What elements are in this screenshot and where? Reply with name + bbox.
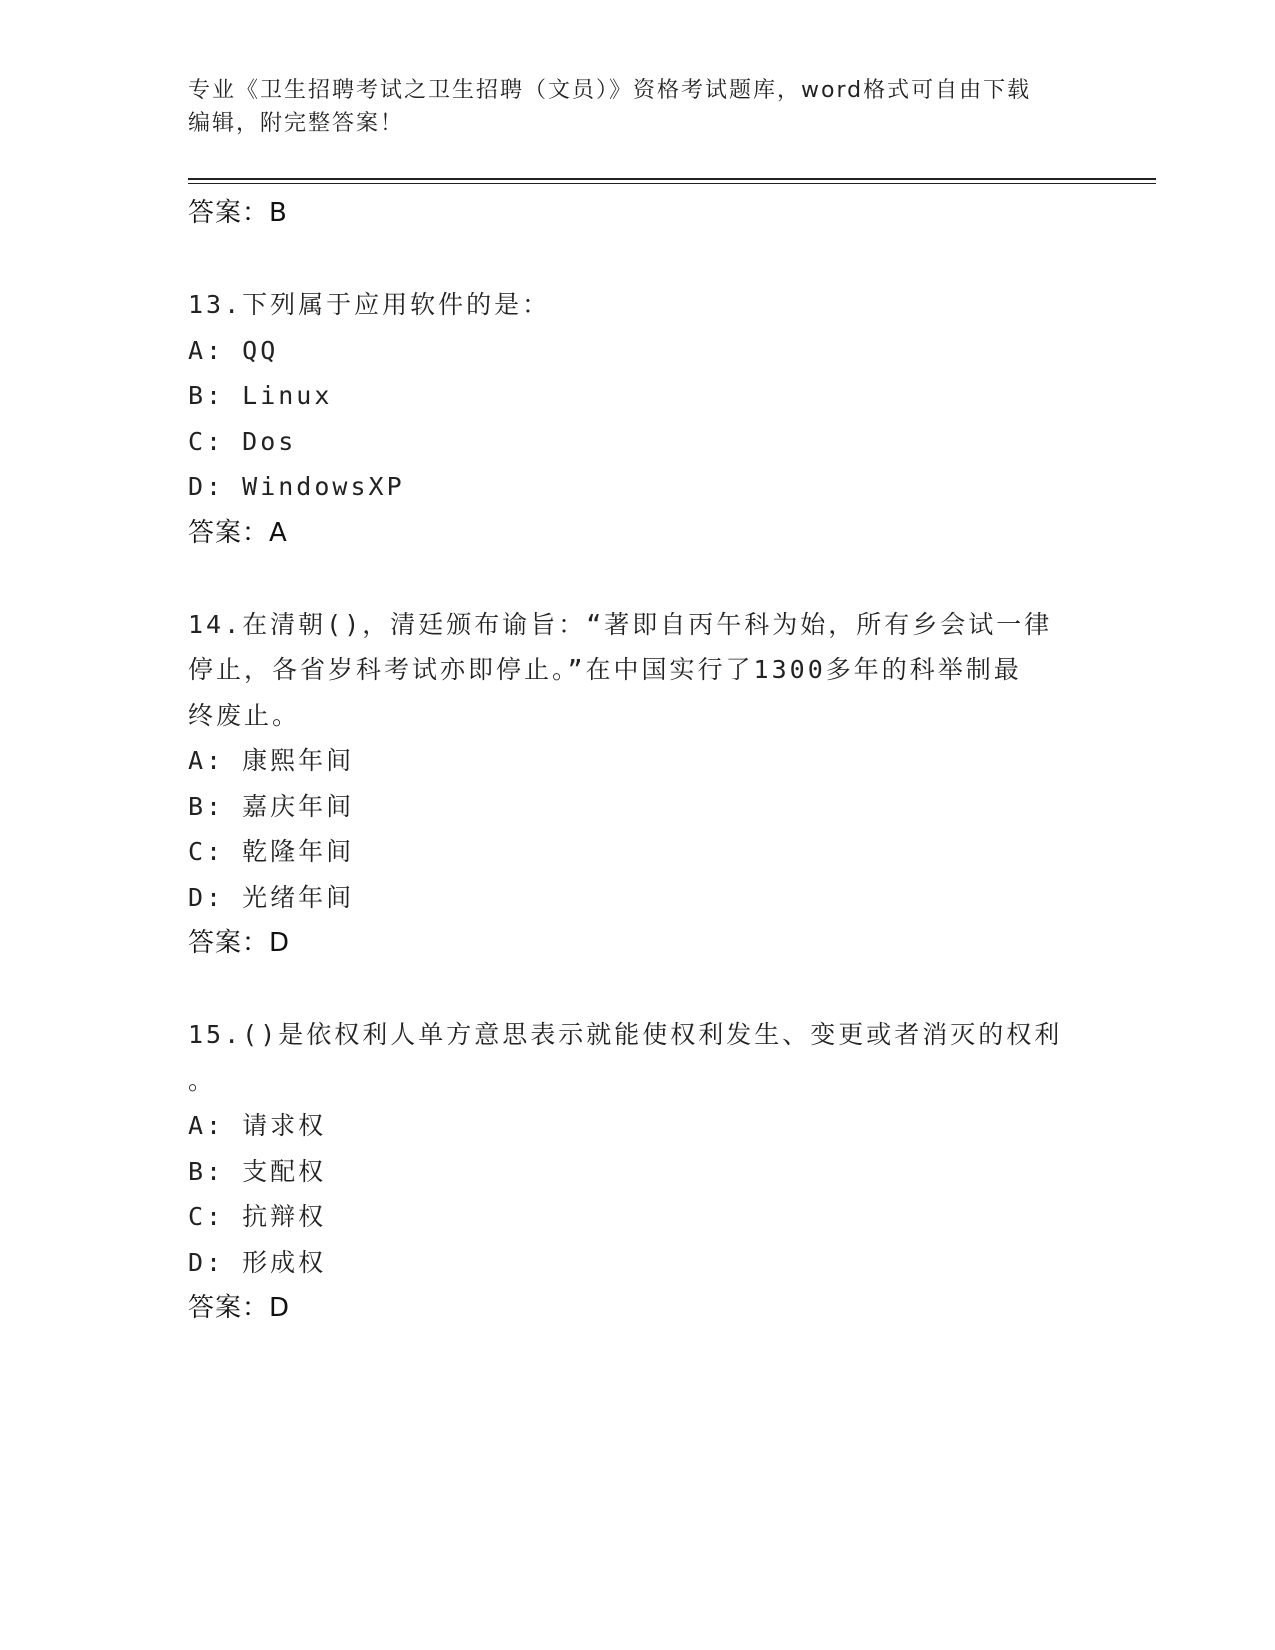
question-stem-line-1: 14.在清朝()，清廷颁布谕旨：“著即自丙午科为始，所有乡会试一律	[188, 609, 1053, 639]
header-line-2: 编辑，附完整答案！	[188, 111, 405, 136]
option-b: B: 支配权	[188, 1156, 327, 1186]
header-divider-thick	[188, 178, 1156, 180]
option-b: B: Linux	[188, 381, 333, 410]
question-answer: 答案：D	[188, 1293, 291, 1323]
question-stem-line-3: 终废止。	[188, 700, 301, 730]
option-a: A: 请求权	[188, 1111, 327, 1140]
question-stem: 13.下列属于应用软件的是：	[188, 290, 551, 319]
question-answer: 答案：A	[188, 517, 288, 548]
option-a: A: 康熙年间	[188, 746, 355, 775]
option-c: C: 乾隆年间	[188, 837, 355, 866]
option-a: A: QQ	[188, 335, 279, 365]
option-d: D: WindowsXP	[188, 472, 405, 501]
header-line-1: 专业《卫生招聘考试之卫生招聘（文员）》资格考试题库，word格式可自由下载	[188, 78, 1032, 103]
question-15	[188, 1012, 1088, 1331]
option-b: B: 嘉庆年间	[188, 791, 355, 821]
question-14	[188, 602, 1088, 967]
option-c: C: 抗辩权	[188, 1202, 327, 1231]
document-header	[188, 74, 1088, 140]
question-stem-line-1: 15.()是依权利人单方意思表示就能使权利发生、变更或者消灭的权利	[188, 1020, 1063, 1049]
option-d: D: 光绪年间	[188, 882, 355, 912]
option-c: C: Dos	[188, 426, 297, 456]
header-divider-thin	[188, 183, 1156, 184]
option-d: D: 形成权	[188, 1247, 327, 1277]
previous-answer: 答案：B	[188, 198, 288, 228]
question-13	[188, 282, 1088, 556]
question-answer: 答案：D	[188, 928, 291, 958]
question-stem-line-2: 。	[188, 1065, 217, 1095]
question-stem-line-2: 停止，各省岁科考试亦即停止。”在中国实行了1300多年的科举制最	[188, 655, 1022, 684]
question-list	[188, 190, 1088, 1331]
